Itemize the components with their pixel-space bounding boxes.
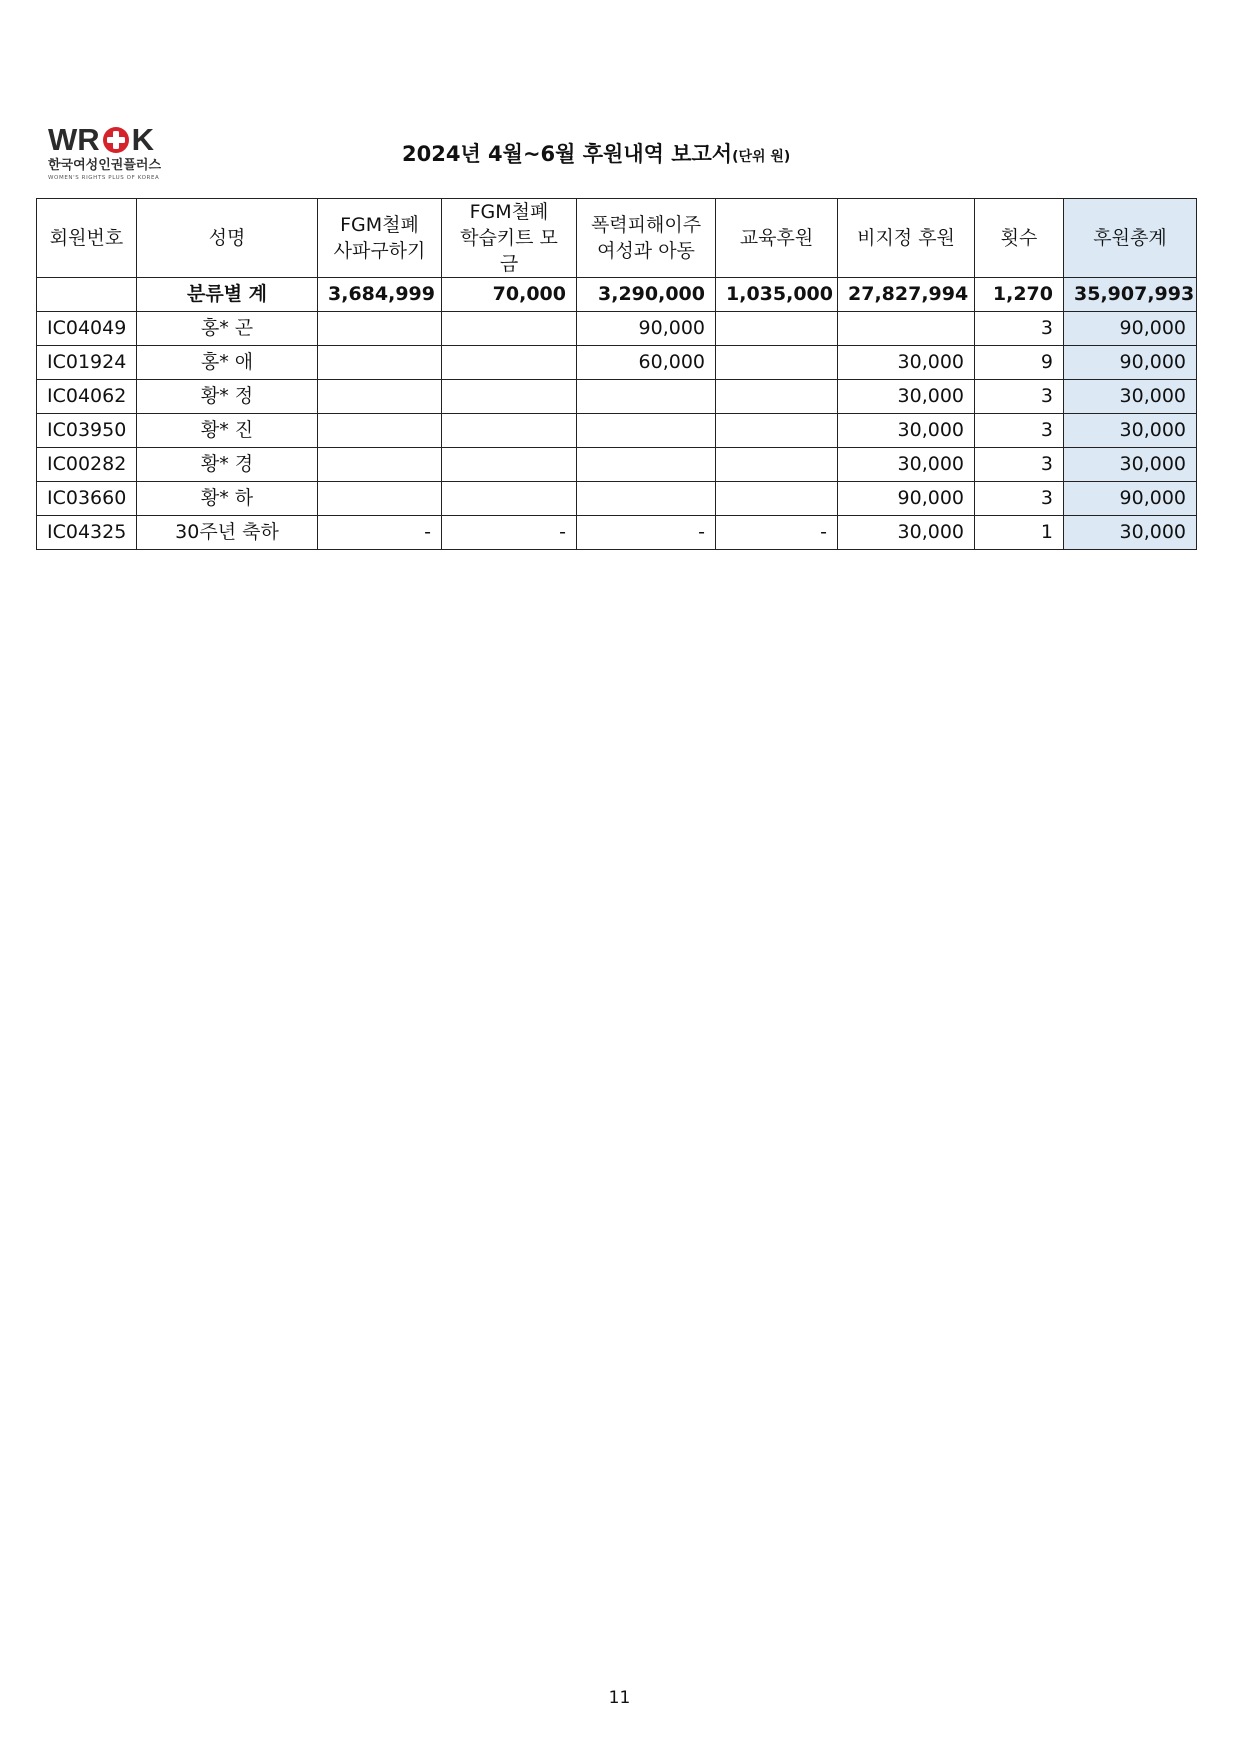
row-fgm-kit xyxy=(442,312,577,346)
row-total: 90,000 xyxy=(1064,346,1197,380)
logo-wordmark xyxy=(48,124,188,156)
summary-fgm-kit: 70,000 xyxy=(442,278,577,312)
row-violence: 90,000 xyxy=(577,312,716,346)
logo-english-name: WOMEN'S RIGHTS PLUS OF KOREA xyxy=(48,175,160,181)
row-fgm-kit: - xyxy=(442,516,577,550)
heart-cross-icon xyxy=(101,125,131,155)
row-fgm-kit xyxy=(442,346,577,380)
row-nondesignated: 30,000 xyxy=(838,448,975,482)
header-nondesignated: 비지정 후원 xyxy=(838,199,975,278)
header-fgm-kit-line2: 학습키트 모금 xyxy=(460,227,558,275)
summary-fgm-dowry: 3,684,999 xyxy=(318,278,442,312)
row-education xyxy=(716,380,838,414)
row-fgm-dowry: - xyxy=(318,516,442,550)
header-fgm-dowry-line2: 사파구하기 xyxy=(333,240,426,262)
logo-word-right: K xyxy=(131,122,155,157)
row-name: 홍* 곤 xyxy=(137,312,318,346)
row-name: 황* 정 xyxy=(137,380,318,414)
row-total: 30,000 xyxy=(1064,380,1197,414)
row-member-no: IC01924 xyxy=(37,346,137,380)
logo-word-left: WR xyxy=(48,122,100,157)
row-count: 3 xyxy=(975,312,1064,346)
row-count: 9 xyxy=(975,346,1064,380)
row-fgm-dowry xyxy=(318,312,442,346)
header-fgm-kit-line1: FGM철폐 xyxy=(469,201,549,223)
header-count: 횟수 xyxy=(975,199,1064,278)
row-nondesignated: 30,000 xyxy=(838,516,975,550)
row-count: 3 xyxy=(975,380,1064,414)
header-violence xyxy=(577,199,716,278)
table-row xyxy=(37,312,1197,346)
row-name: 황* 경 xyxy=(137,448,318,482)
row-name: 황* 진 xyxy=(137,414,318,448)
row-fgm-kit xyxy=(442,448,577,482)
header-name: 성명 xyxy=(137,199,318,278)
row-name: 홍* 애 xyxy=(137,346,318,380)
row-violence: 60,000 xyxy=(577,346,716,380)
logo-korean-name: 한국여성인권플러스 xyxy=(48,158,162,173)
row-fgm-dowry xyxy=(318,414,442,448)
row-education xyxy=(716,448,838,482)
report-title-unit: (단위 원) xyxy=(732,149,791,165)
row-violence xyxy=(577,448,716,482)
header-violence-line2: 여성과 아동 xyxy=(597,240,695,262)
row-education xyxy=(716,346,838,380)
table-row xyxy=(37,482,1197,516)
row-education xyxy=(716,414,838,448)
row-count: 3 xyxy=(975,482,1064,516)
summary-member-no xyxy=(37,278,137,312)
row-fgm-dowry xyxy=(318,482,442,516)
row-education: - xyxy=(716,516,838,550)
row-education xyxy=(716,482,838,516)
page-number: 11 xyxy=(608,1688,631,1708)
row-violence xyxy=(577,482,716,516)
row-nondesignated: 30,000 xyxy=(838,414,975,448)
row-member-no: IC04049 xyxy=(37,312,137,346)
row-member-no: IC03660 xyxy=(37,482,137,516)
header-total: 후원총계 xyxy=(1064,199,1197,278)
summary-row xyxy=(37,278,1197,312)
row-nondesignated: 30,000 xyxy=(838,346,975,380)
table-row xyxy=(37,448,1197,482)
table-row xyxy=(37,516,1197,550)
row-count: 3 xyxy=(975,414,1064,448)
summary-nondesignated: 27,827,994 xyxy=(838,278,975,312)
summary-label: 분류별 계 xyxy=(137,278,318,312)
row-fgm-dowry xyxy=(318,346,442,380)
row-name: 30주년 축하 xyxy=(137,516,318,550)
row-count: 3 xyxy=(975,448,1064,482)
report-title-main: 2024년 4월~6월 후원내역 보고서 xyxy=(402,142,733,166)
header-violence-line1: 폭력피해이주 xyxy=(590,214,702,236)
row-fgm-dowry xyxy=(318,380,442,414)
row-member-no: IC00282 xyxy=(37,448,137,482)
row-education xyxy=(716,312,838,346)
row-member-no: IC04062 xyxy=(37,380,137,414)
summary-total: 35,907,993 xyxy=(1064,278,1197,312)
summary-education: 1,035,000 xyxy=(716,278,838,312)
row-fgm-dowry xyxy=(318,448,442,482)
row-total: 90,000 xyxy=(1064,482,1197,516)
header-education: 교육후원 xyxy=(716,199,838,278)
summary-violence: 3,290,000 xyxy=(577,278,716,312)
table-row xyxy=(37,414,1197,448)
row-total: 30,000 xyxy=(1064,448,1197,482)
row-total: 30,000 xyxy=(1064,516,1197,550)
table-header-row xyxy=(37,199,1197,278)
header-fgm-dowry xyxy=(318,199,442,278)
organization-logo xyxy=(48,124,188,186)
row-fgm-kit xyxy=(442,414,577,448)
row-nondesignated xyxy=(838,312,975,346)
row-nondesignated: 90,000 xyxy=(838,482,975,516)
table-row xyxy=(37,380,1197,414)
row-member-no: IC04325 xyxy=(37,516,137,550)
header-member-no: 회원번호 xyxy=(37,199,137,278)
header-fgm-dowry-line1: FGM철폐 xyxy=(340,214,419,236)
row-violence xyxy=(577,380,716,414)
row-total: 90,000 xyxy=(1064,312,1197,346)
donation-table xyxy=(36,198,1197,550)
table-row xyxy=(37,346,1197,380)
row-fgm-kit xyxy=(442,380,577,414)
row-name: 황* 하 xyxy=(137,482,318,516)
header-fgm-kit xyxy=(442,199,577,278)
row-violence: - xyxy=(577,516,716,550)
summary-count: 1,270 xyxy=(975,278,1064,312)
report-title xyxy=(402,140,790,171)
row-count: 1 xyxy=(975,516,1064,550)
row-fgm-kit xyxy=(442,482,577,516)
row-violence xyxy=(577,414,716,448)
row-member-no: IC03950 xyxy=(37,414,137,448)
row-total: 30,000 xyxy=(1064,414,1197,448)
row-nondesignated: 30,000 xyxy=(838,380,975,414)
